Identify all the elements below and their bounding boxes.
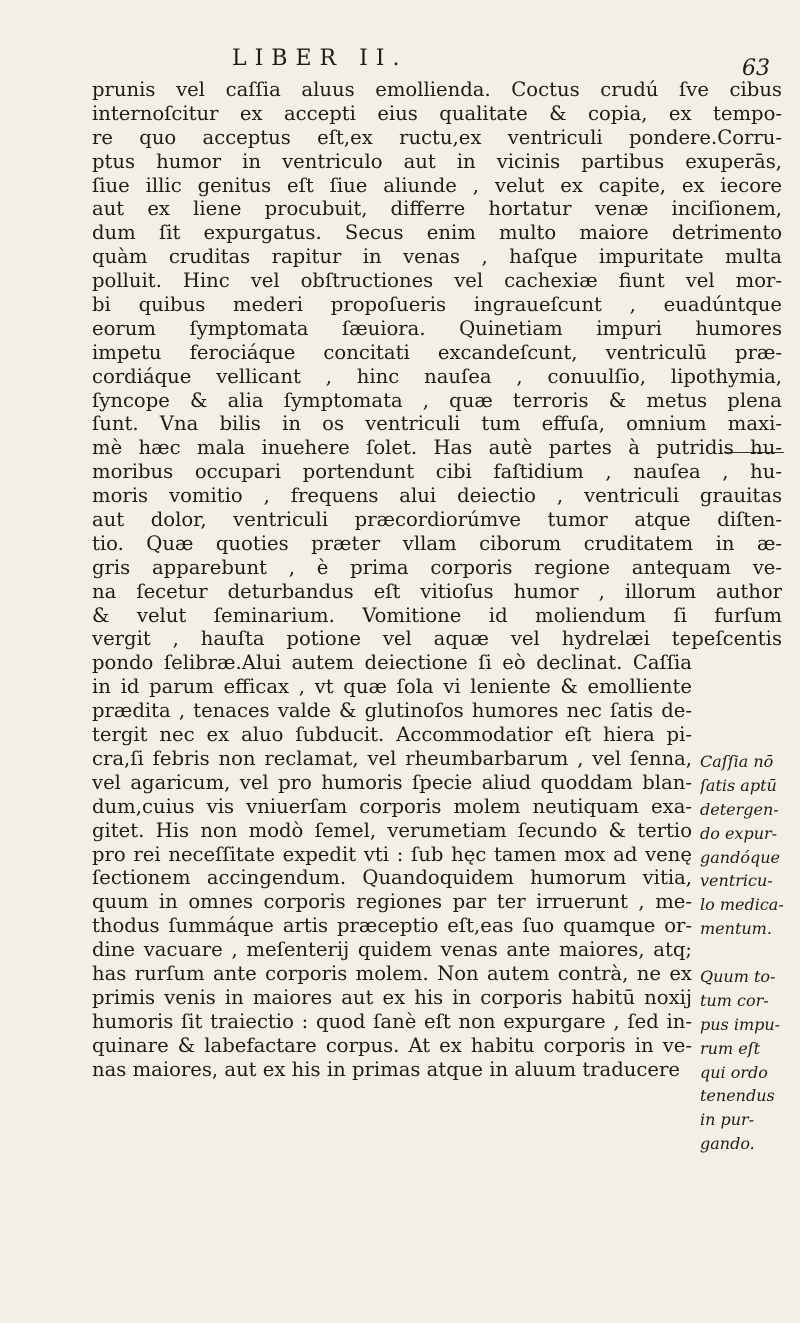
text-line: eorum ſymptomata ſæuiora. Quinetiam impuri humores bbox=[92, 316, 782, 340]
running-title: LIBER II. bbox=[232, 46, 408, 71]
margin-note: ventricu- bbox=[700, 871, 773, 891]
main-text-block bbox=[92, 78, 782, 1081]
text-line: thodus ſummáque artis præceptio eſt,eas ſuo quamque or- bbox=[92, 914, 692, 938]
text-line: gris apparebunt , è prima corporis regione antequam ve- bbox=[92, 555, 782, 579]
margin-note: qui ordo bbox=[700, 1062, 768, 1082]
margin-note: pus impu- bbox=[700, 1014, 781, 1034]
margin-note: gandóque bbox=[700, 847, 780, 867]
text-line: vel agaricum, vel pro humoris ſpecie aliud quoddam blan- bbox=[92, 770, 692, 794]
text-line: ſectionem accingendum. Quandoquidem humorum vitia, bbox=[92, 866, 692, 890]
text-line: ſiue illic genitus eſt ſiue aliunde , velut ex capite, ex iecore bbox=[92, 173, 782, 197]
text-line: primis venis in maiores aut ex his in corporis habitū noxij bbox=[92, 985, 692, 1009]
text-line: polluit. Hinc vel obſtructiones vel cachexiæ fiunt vel mor- bbox=[92, 269, 782, 293]
margin-note: lo medica- bbox=[700, 895, 784, 915]
margin-note: do expur- bbox=[700, 823, 778, 843]
text-line: re quo acceptus eſt,ex ructu,ex ventriculi pondere.Corru- bbox=[92, 125, 782, 149]
text-line: prædita , tenaces valde & glutinoſos humores nec ſatis de- bbox=[92, 699, 692, 723]
margin-note: ſatis aptū bbox=[700, 775, 777, 795]
text-line: quinare & labefactare corpus. At ex habitu corporis in ve- bbox=[92, 1033, 692, 1057]
page-header bbox=[0, 46, 800, 81]
text-line: ſyncope & alia ſymptomata , quæ terroris & metus plena bbox=[92, 388, 782, 412]
text-line: moris vomitio , frequens alui deiectio , ventriculi grauitas bbox=[92, 484, 782, 508]
text-line: pondo ſelibræ.Alui autem deiectione ſi eò declinat. Caſſia bbox=[92, 651, 692, 675]
margin-note: detergen- bbox=[700, 799, 779, 819]
text-line: humoris ſit traiectio : quod ſanè eſt non expurgare , ſed in- bbox=[92, 1009, 692, 1033]
text-line: has rurſum ante corporis molem. Non autem contrà, ne ex bbox=[92, 961, 692, 985]
margin-note: Caſſia nō bbox=[700, 752, 774, 771]
text-line: tergit nec ex aluo ſubducit. Accommodatior eſt hiera pi- bbox=[92, 723, 692, 747]
text-line: & velut ſeminarium. Vomitione id moliendum ſi furſum bbox=[92, 603, 782, 627]
text-line: mè hæc mala inuehere ſolet. Has autè partes à putridis hu- bbox=[92, 436, 782, 460]
text-line: moribus occupari portendunt cibi faſtidium , nauſea , hu- bbox=[92, 460, 782, 484]
text-line: dine vacuare , meſenterij quidem venas ante maiores, atq; bbox=[92, 938, 692, 962]
text-line: gitet. His non modò ſemel, verumetiam ſecundo & tertio bbox=[92, 818, 692, 842]
text-line: ſunt. Vna bilis in os ventriculi tum effuſa, omnium maxi- bbox=[92, 412, 782, 436]
margin-note: rum eſt bbox=[700, 1038, 761, 1058]
margin-note: tum cor- bbox=[700, 990, 769, 1010]
text-line: vergit , hauſta potione vel aquæ vel hydrelæi tepeſcentis bbox=[92, 627, 782, 651]
text-line: aut ex liene procubuit, differre hortatur venæ inciſionem, bbox=[92, 197, 782, 221]
text-line: quàm cruditas rapitur in venas , haſque impuritate multa bbox=[92, 245, 782, 269]
text-line: prunis vel caſſia aluus emollienda. Coctus crudú ſve cibus bbox=[92, 78, 782, 101]
text-line: bi quibus mederi propoſueris ingraueſcunt , euadúntque bbox=[92, 293, 782, 317]
text-line: cra,ſi febris non reclamat, vel rheumbarbarum , vel ſenna, bbox=[92, 746, 692, 770]
text-line: nas maiores, aut ex his in primas atque in aluum traducere bbox=[92, 1057, 680, 1081]
text-line: na ſecetur deturbandus eſt vitioſus humor , illorum author bbox=[92, 579, 782, 603]
margin-note: mentum. bbox=[700, 919, 772, 939]
text-line: impetu ferociáque concitati excandeſcunt, ventriculū præ- bbox=[92, 340, 782, 364]
margin-note bbox=[700, 941, 800, 965]
text-line: dum,cuius vis vniuerſam corporis molem neutiquam exa- bbox=[92, 794, 692, 818]
text-line: in id parum efficax , vt quæ ſola vi leniente & emolliente bbox=[92, 675, 692, 699]
margin-note: Quum to- bbox=[700, 967, 776, 987]
text-line: tio. Quæ quoties præter vllam ciborum cruditatem in æ- bbox=[92, 531, 782, 555]
marginal-notes bbox=[700, 750, 800, 1156]
text-line: aut dolor, ventriculi præcordiorúmve tumor atque diſten- bbox=[92, 508, 782, 532]
text-line: internoſcitur ex accepti eius qualitate & copia, ex tempo- bbox=[92, 101, 782, 125]
text-line: cordiáque vellicant , hinc nauſea , conuulſio, lipothymia, bbox=[92, 364, 782, 388]
text-line: pro rei neceſſitate expedit vti : ſub hęc tamen mox ad venę bbox=[92, 842, 692, 866]
margin-note: gando. bbox=[700, 1134, 755, 1154]
margin-note: in pur- bbox=[700, 1110, 755, 1130]
text-line: quum in omnes corporis regiones par ter irruerunt , me- bbox=[92, 890, 692, 914]
text-line: ptus humor in ventriculo aut in vicinis partibus exuperās, bbox=[92, 149, 782, 173]
text-line: dum ſit expurgatus. Secus enim multo maiore detrimento bbox=[92, 221, 782, 245]
page-number: 63 bbox=[742, 56, 770, 81]
margin-note: tenendus bbox=[700, 1086, 775, 1106]
